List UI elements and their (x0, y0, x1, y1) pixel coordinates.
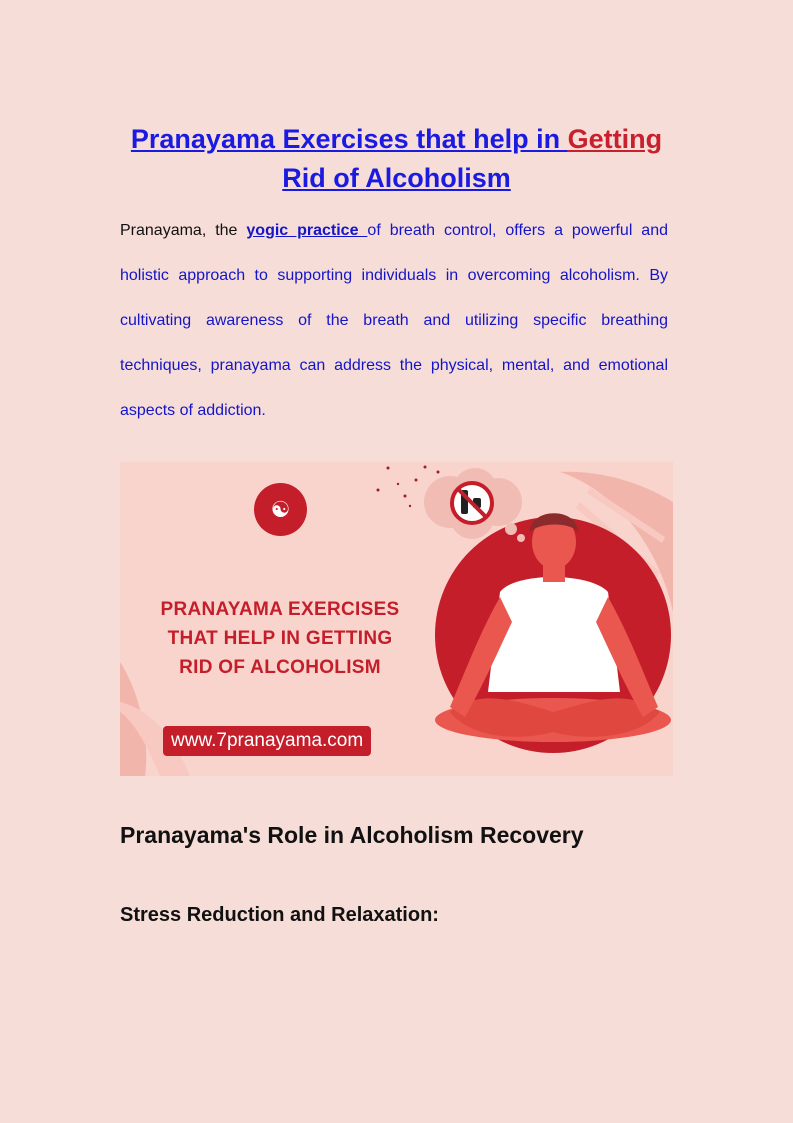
banner-heading-line2: THAT HELP IN GETTING (167, 628, 393, 649)
banner-heading (130, 595, 430, 682)
title-link-part2[interactable]: Getting (567, 124, 663, 154)
title-link-part3[interactable]: Rid of Alcoholism (282, 163, 511, 193)
intro-body: of breath control, offers a powerful and holistic approach to supporting individuals in overcoming alcoholism. By cultivating awareness of the breath and utilizing specific breathing techniques, pranayama can address the physical, mental, and emotional aspects of addiction. (120, 222, 669, 419)
intro-lead: Pranayama, the (120, 222, 247, 239)
yogic-practice-link[interactable]: yogic practice (246, 222, 368, 239)
no-alcohol-icon (452, 483, 492, 523)
intro-paragraph (120, 208, 668, 433)
banner-url: www.7pranayama.com (163, 726, 371, 756)
title-link-part1[interactable]: Pranayama Exercises that help in (130, 124, 568, 154)
banner-heading-line1: PRANAYAMA EXERCISES (160, 599, 400, 620)
banner-heading-line3: RID OF ALCOHOLISM (179, 657, 381, 678)
subsection-heading: Stress Reduction and Relaxation: (120, 904, 439, 926)
section-heading: Pranayama's Role in Alcoholism Recovery (120, 822, 584, 848)
banner-image (120, 462, 673, 776)
page-title (100, 120, 693, 198)
meditation-logo-icon: ☯ (254, 483, 307, 536)
